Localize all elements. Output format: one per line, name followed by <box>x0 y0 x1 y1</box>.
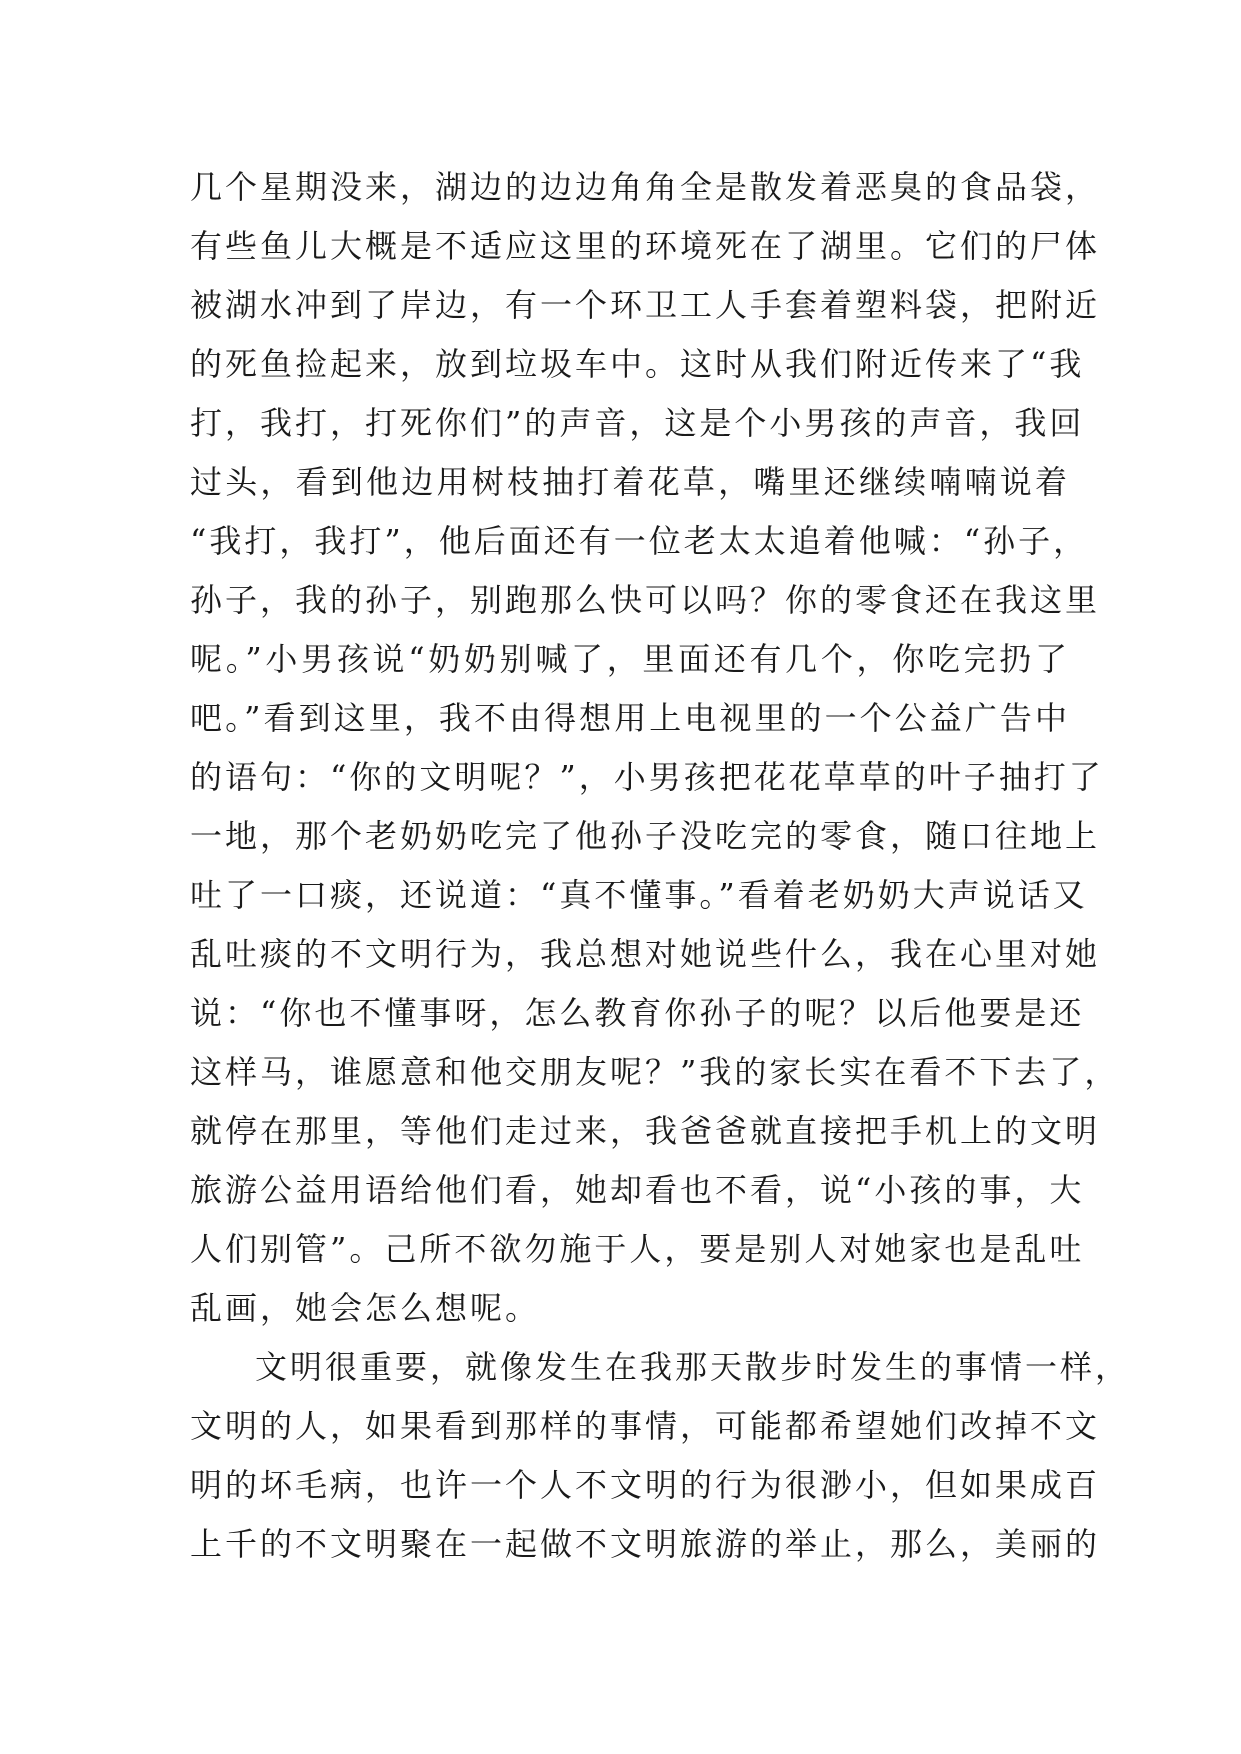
text-line: 人们别管”。己所不欲勿施于人，要是别人对她家也是乱吐 <box>190 1230 1085 1268</box>
text-line: 就停在那里，等他们走过来，我爸爸就直接把手机上的文明 <box>190 1112 1101 1150</box>
text-line: 文明很重要，就像发生在我那天散步时发生的事情一样， <box>255 1348 1131 1386</box>
text-line: 过头，看到他边用树枝抽打着花草，嘴里还继续喃喃说着 <box>190 463 1070 501</box>
text-line: 一地，那个老奶奶吃完了他孙子没吃完的零食，随口往地上 <box>190 817 1101 855</box>
body-text <box>190 158 1131 1574</box>
text-line: 文明的人，如果看到那样的事情，可能都希望她们改掉不文 <box>190 1407 1101 1445</box>
text-line: 吐了一口痰，还说道：“真不懂事。”看着老奶奶大声说话又 <box>190 876 1088 914</box>
text-line: 吧。”看到这里，我不由得想用上电视里的一个公益广告中 <box>190 699 1070 737</box>
text-line: 几个星期没来，湖边的边边角角全是散发着恶臭的食品袋， <box>190 168 1101 206</box>
text-line: 乱画，她会怎么想呢。 <box>190 1289 541 1327</box>
text-line: 打，我打，打死你们”的声音，这是个小男孩的声音，我回 <box>190 404 1085 442</box>
text-line: 上千的不文明聚在一起做不文明旅游的举止，那么，美丽的 <box>190 1525 1101 1563</box>
text-line: 说：“你也不懂事呀，怎么教育你孙子的呢？以后他要是还 <box>190 994 1085 1032</box>
text-line: 乱吐痰的不文明行为，我总想对她说些什么，我在心里对她 <box>190 935 1101 973</box>
text-line: 有些鱼儿大概是不适应这里的环境死在了湖里。它们的尸体 <box>190 227 1101 265</box>
text-line: 呢。”小男孩说“奶奶别喊了，里面还有几个，你吃完扔了 <box>190 640 1070 678</box>
text-line: 被湖水冲到了岸边，有一个环卫工人手套着塑料袋，把附近 <box>190 286 1101 324</box>
text-line: 这样马，谁愿意和他交朋友呢？”我的家长实在看不下去了， <box>190 1053 1120 1091</box>
text-line: 明的坏毛病，也许一个人不文明的行为很渺小，但如果成百 <box>190 1466 1101 1504</box>
text-line: 的死鱼捡起来，放到垃圾车中。这时从我们附近传来了“我 <box>190 345 1085 383</box>
text-line: 孙子，我的孙子，别跑那么快可以吗？你的零食还在我这里 <box>190 581 1101 619</box>
text-line: “我打，我打”，他后面还有一位老太太追着他喊：“孙子， <box>190 522 1089 560</box>
text-line: 旅游公益用语给他们看，她却看也不看，说“小孩的事，大 <box>190 1171 1085 1209</box>
text-line: 的语句：“你的文明呢？”，小男孩把花花草草的叶子抽打了 <box>190 758 1104 796</box>
